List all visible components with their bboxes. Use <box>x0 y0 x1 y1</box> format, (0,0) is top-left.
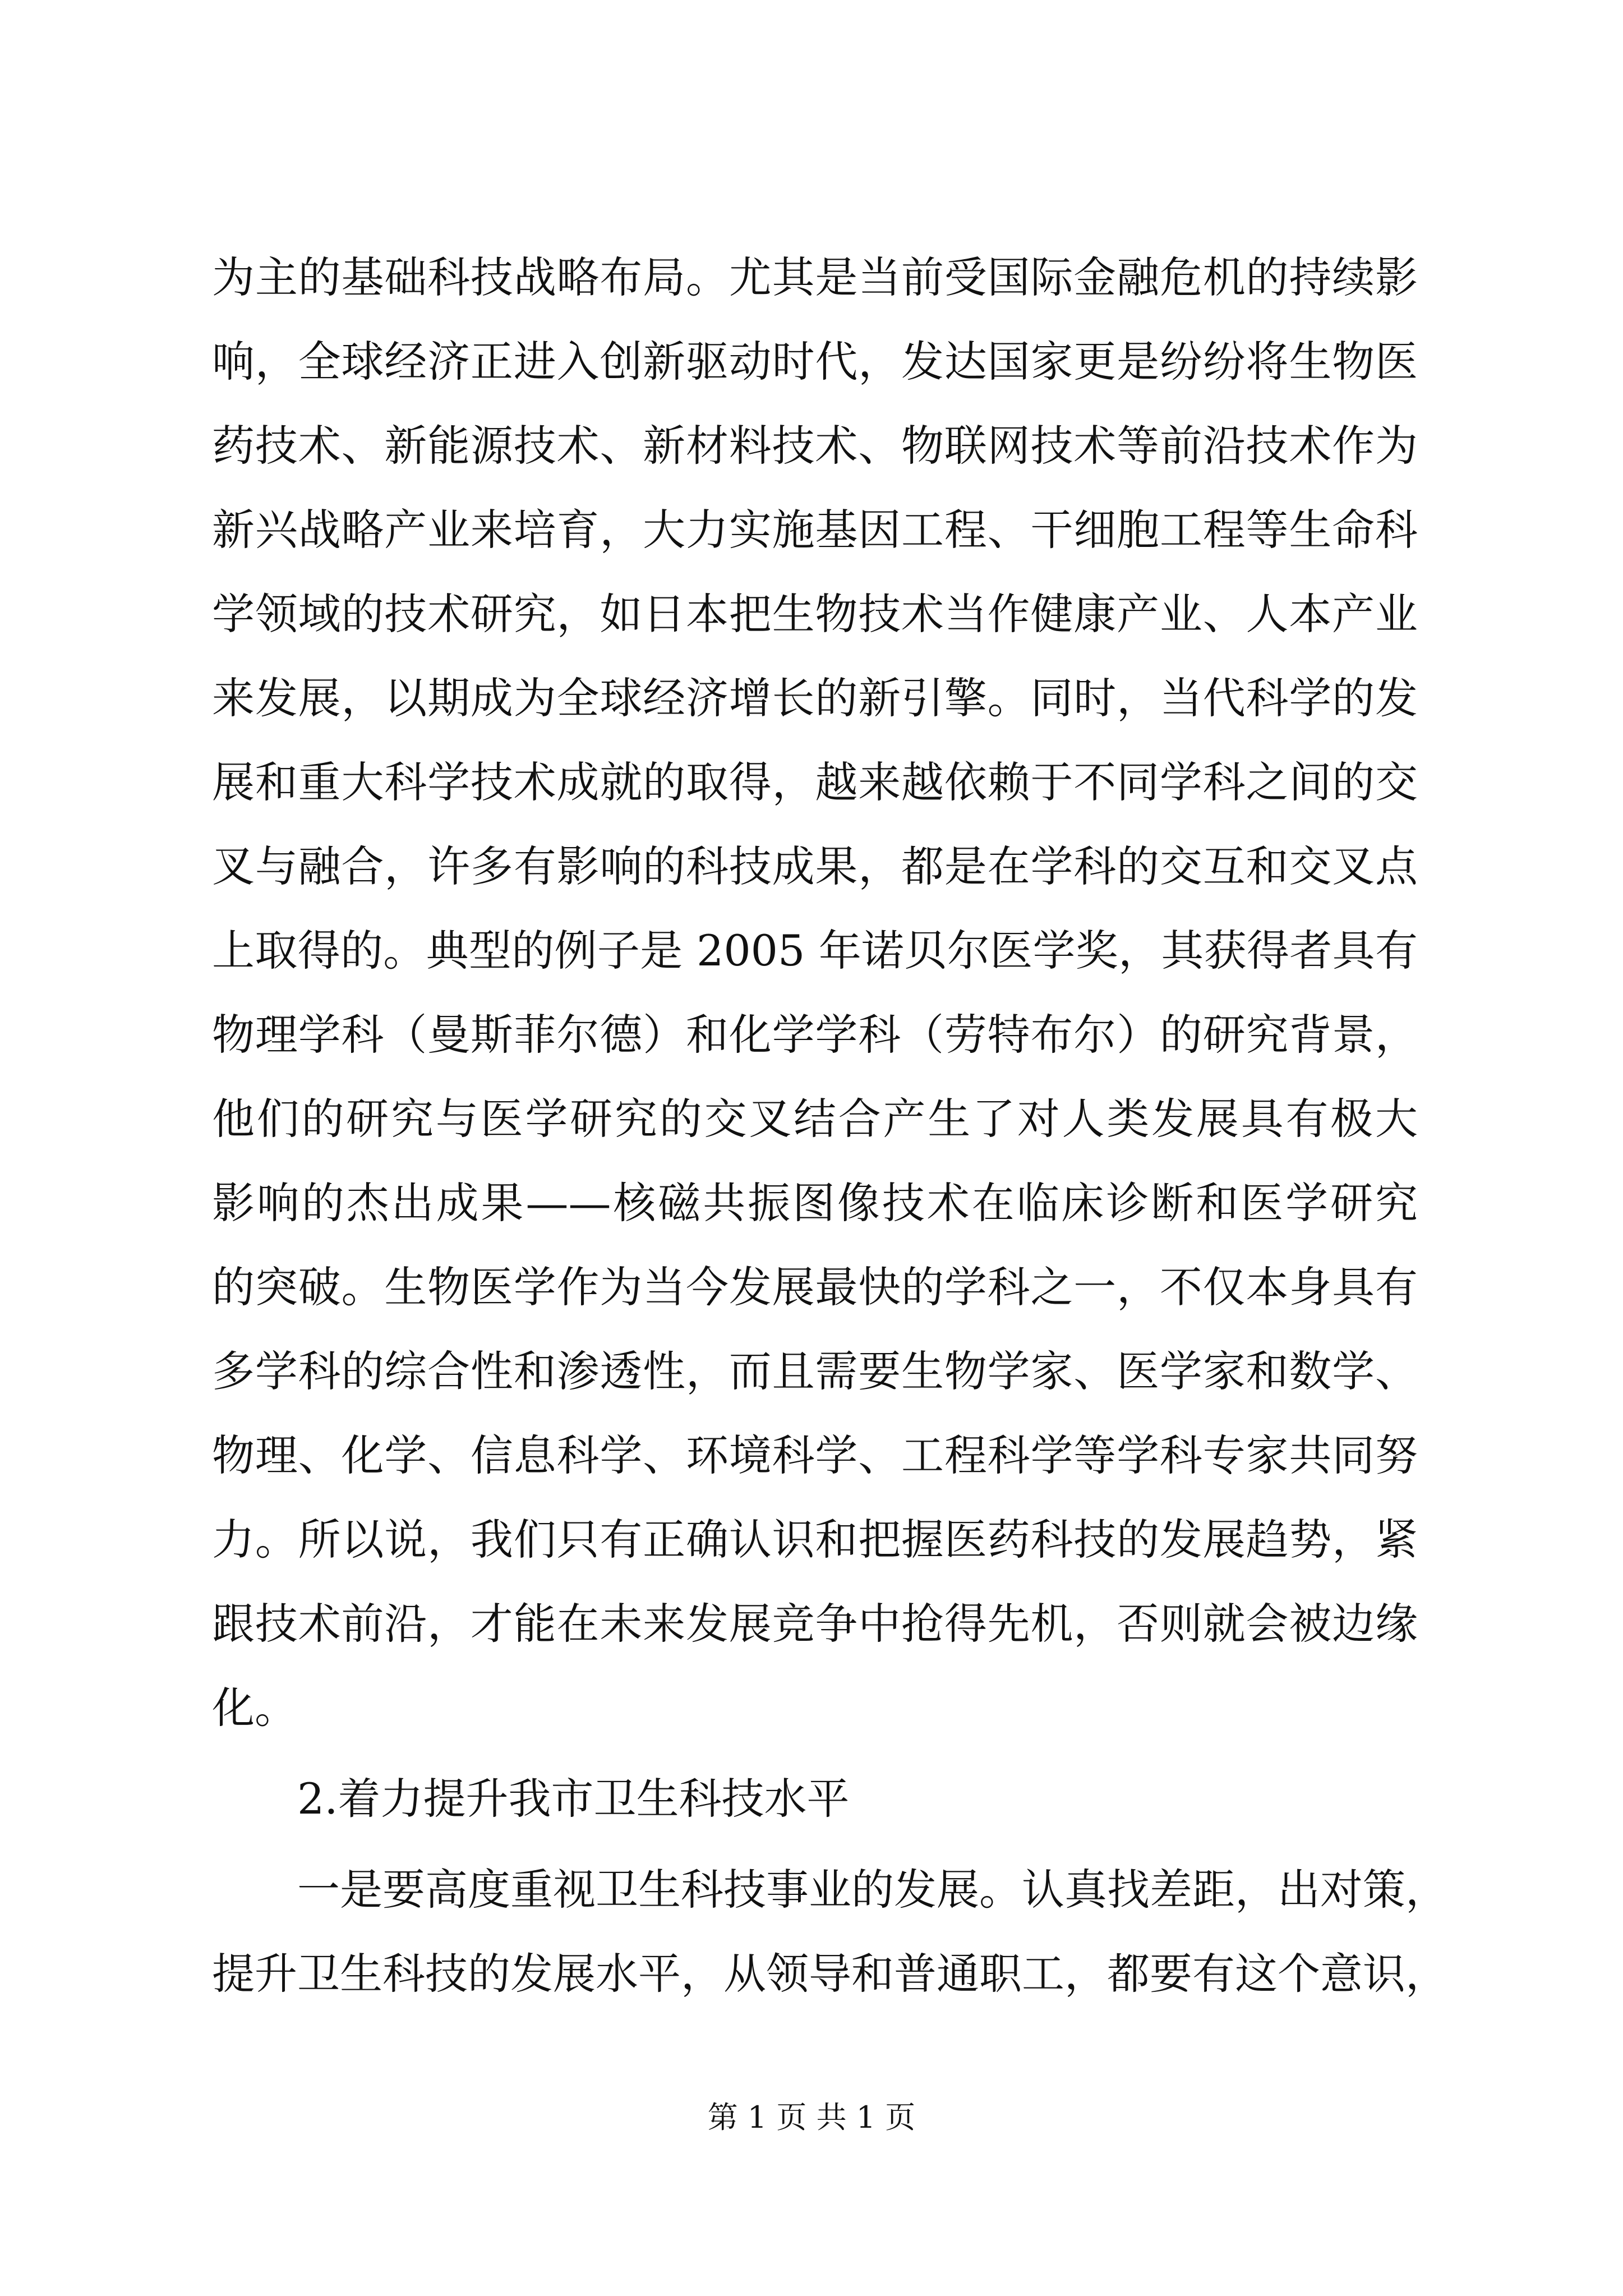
text-line: 药技术、新能源技术、新材料技术、物联网技术等前沿技术作为 <box>212 421 1418 471</box>
text-line: 提升卫生科技的发展水平，从领导和普通职工，都要有这个意识， <box>212 1949 1448 1999</box>
text-line: 上取得的。典型的例子是 2005 年诺贝尔医学奖，其获得者具有 <box>212 926 1418 976</box>
text-line: 他们的研究与医学研究的交叉结合产生了对人类发展具有极大 <box>212 1094 1418 1144</box>
text-line: 物理、化学、信息科学、环境科学、工程科学等学科专家共同努 <box>212 1430 1418 1480</box>
text-line: 化。 <box>212 1683 297 1733</box>
text-line: 新兴战略产业来培育，大力实施基因工程、干细胞工程等生命科 <box>212 505 1418 555</box>
text-line: 响，全球经济正进入创新驱动时代，发达国家更是纷纷将生物医 <box>212 337 1418 386</box>
text-line: 一是要高度重视卫生科技事业的发展。认真找差距，出对策， <box>297 1865 1448 1915</box>
page-footer: 第 1 页 共 1 页 <box>707 2100 916 2135</box>
text-line: 多学科的综合性和渗透性，而且需要生物学家、医学家和数学、 <box>212 1346 1418 1396</box>
text-line: 影响的杰出成果——核磁共振图像技术在临床诊断和医学研究 <box>212 1178 1418 1228</box>
text-line: 展和重大科学技术成就的取得，越来越依赖于不同学科之间的交 <box>212 757 1418 807</box>
text-line: 跟技术前沿，才能在未来发展竞争中抢得先机，否则就会被边缘 <box>212 1599 1418 1649</box>
text-line: 的突破。生物医学作为当今发展最快的学科之一，不仅本身具有 <box>212 1262 1418 1312</box>
text-line: 为主的基础科技战略布局。尤其是当前受国际金融危机的持续影 <box>212 252 1418 302</box>
text-line: 叉与融合，许多有影响的科技成果，都是在学科的交互和交叉点 <box>212 841 1418 891</box>
text-line: 学领域的技术研究，如日本把生物技术当作健康产业、人本产业 <box>212 589 1418 639</box>
section-heading: 2.着力提升我市卫生科技水平 <box>297 1774 850 1824</box>
text-line: 物理学科（曼斯菲尔德）和化学学科（劳特布尔）的研究背景， <box>212 1010 1418 1060</box>
text-line: 来发展，以期成为全球经济增长的新引擎。同时，当代科学的发 <box>212 673 1418 723</box>
text-line: 力。所以说，我们只有正确认识和把握医药科技的发展趋势，紧 <box>212 1515 1418 1565</box>
